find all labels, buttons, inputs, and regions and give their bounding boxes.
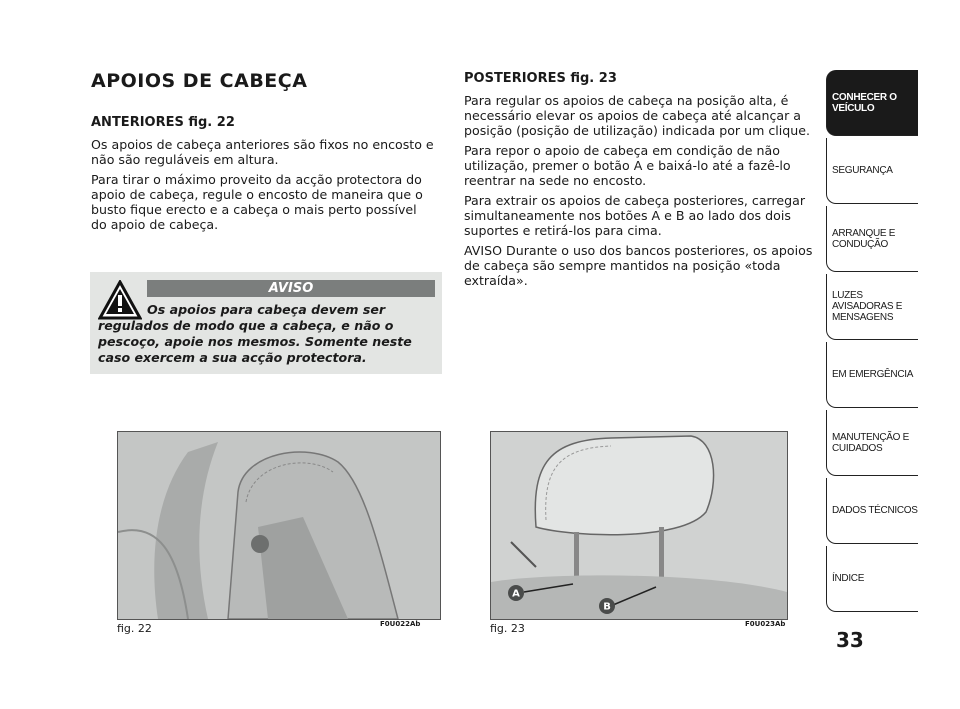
paragraph: Para extrair os apoios de cabeça posteriores, carregar simultaneamente nos botões A e B ao lado dos dois suportes e retirá-los para cima. [464, 193, 806, 238]
front-headrests-section [91, 115, 436, 237]
paragraph: Para regular os apoios de cabeça na posição alta, é necessário elevar os apoios de cabeça até alcançar a posição (posição de utilização) indicada por um clique. [464, 93, 810, 138]
tab-conhecer-o-veiculo[interactable]: CONHECER O VEÍCULO [826, 70, 918, 136]
warning-box [90, 272, 442, 374]
warning-label: AVISO [147, 280, 435, 297]
tab-luzes-avisadoras[interactable]: LUZES AVISADORAS E MENSAGENS [826, 274, 918, 340]
warning-text: Os apoios para cabeça devem ser regulados de modo que a cabeça, e não o pescoço, apoie nos mesmos. Somente neste caso exercem a sua acção protectora. [98, 302, 412, 365]
rear-headrests-section [464, 71, 814, 293]
button-a-label: A [512, 588, 520, 600]
tab-em-emergencia[interactable]: EM EMERGÊNCIA [826, 342, 918, 408]
paragraph: Para repor o apoio de cabeça em condição de não utilização, premer o botão A e baixá-lo até a fazê-lo reentrar na sede no encosto. [464, 143, 791, 188]
figure-22-caption: fig. 22 [117, 622, 152, 635]
tab-arranque-e-conducao[interactable]: ARRANQUE E CONDUÇÃO [826, 206, 918, 272]
figure-23-rear-headrest [490, 431, 788, 620]
page-number: 33 [836, 628, 864, 652]
tab-dados-tecnicos[interactable]: DADOS TÉCNICOS [826, 478, 918, 544]
figure-23-caption: fig. 23 [490, 622, 525, 635]
front-heading: ANTERIORES fig. 22 [91, 115, 235, 130]
figure-22-front-headrest [117, 431, 441, 620]
button-b-label: B [603, 601, 611, 613]
paragraph: AVISO Durante o uso dos bancos posteriores, os apoios de cabeça são sempre mantidos na posição «toda extraída». [464, 243, 813, 288]
figure-23-code: F0U023Ab [745, 620, 786, 628]
figure-22-code: F0U022Ab [380, 620, 421, 628]
page-title: APOIOS DE CABEÇA [91, 70, 308, 92]
tab-indice[interactable]: ÍNDICE [826, 546, 918, 612]
tab-seguranca[interactable]: SEGURANÇA [826, 138, 918, 204]
paragraph: Para tirar o máximo proveito da acção protectora do apoio de cabeça, regule o encosto de maneira que o busto fique erecto e a cabeça o mais perto possível do apoio de cabeça. [91, 172, 423, 232]
paragraph: Os apoios de cabeça anteriores são fixos no encosto e não são reguláveis em altura. [91, 137, 434, 167]
tab-manutencao[interactable]: MANUTENÇÃO E CUIDADOS [826, 410, 918, 476]
rear-heading: POSTERIORES fig. 23 [464, 71, 617, 86]
